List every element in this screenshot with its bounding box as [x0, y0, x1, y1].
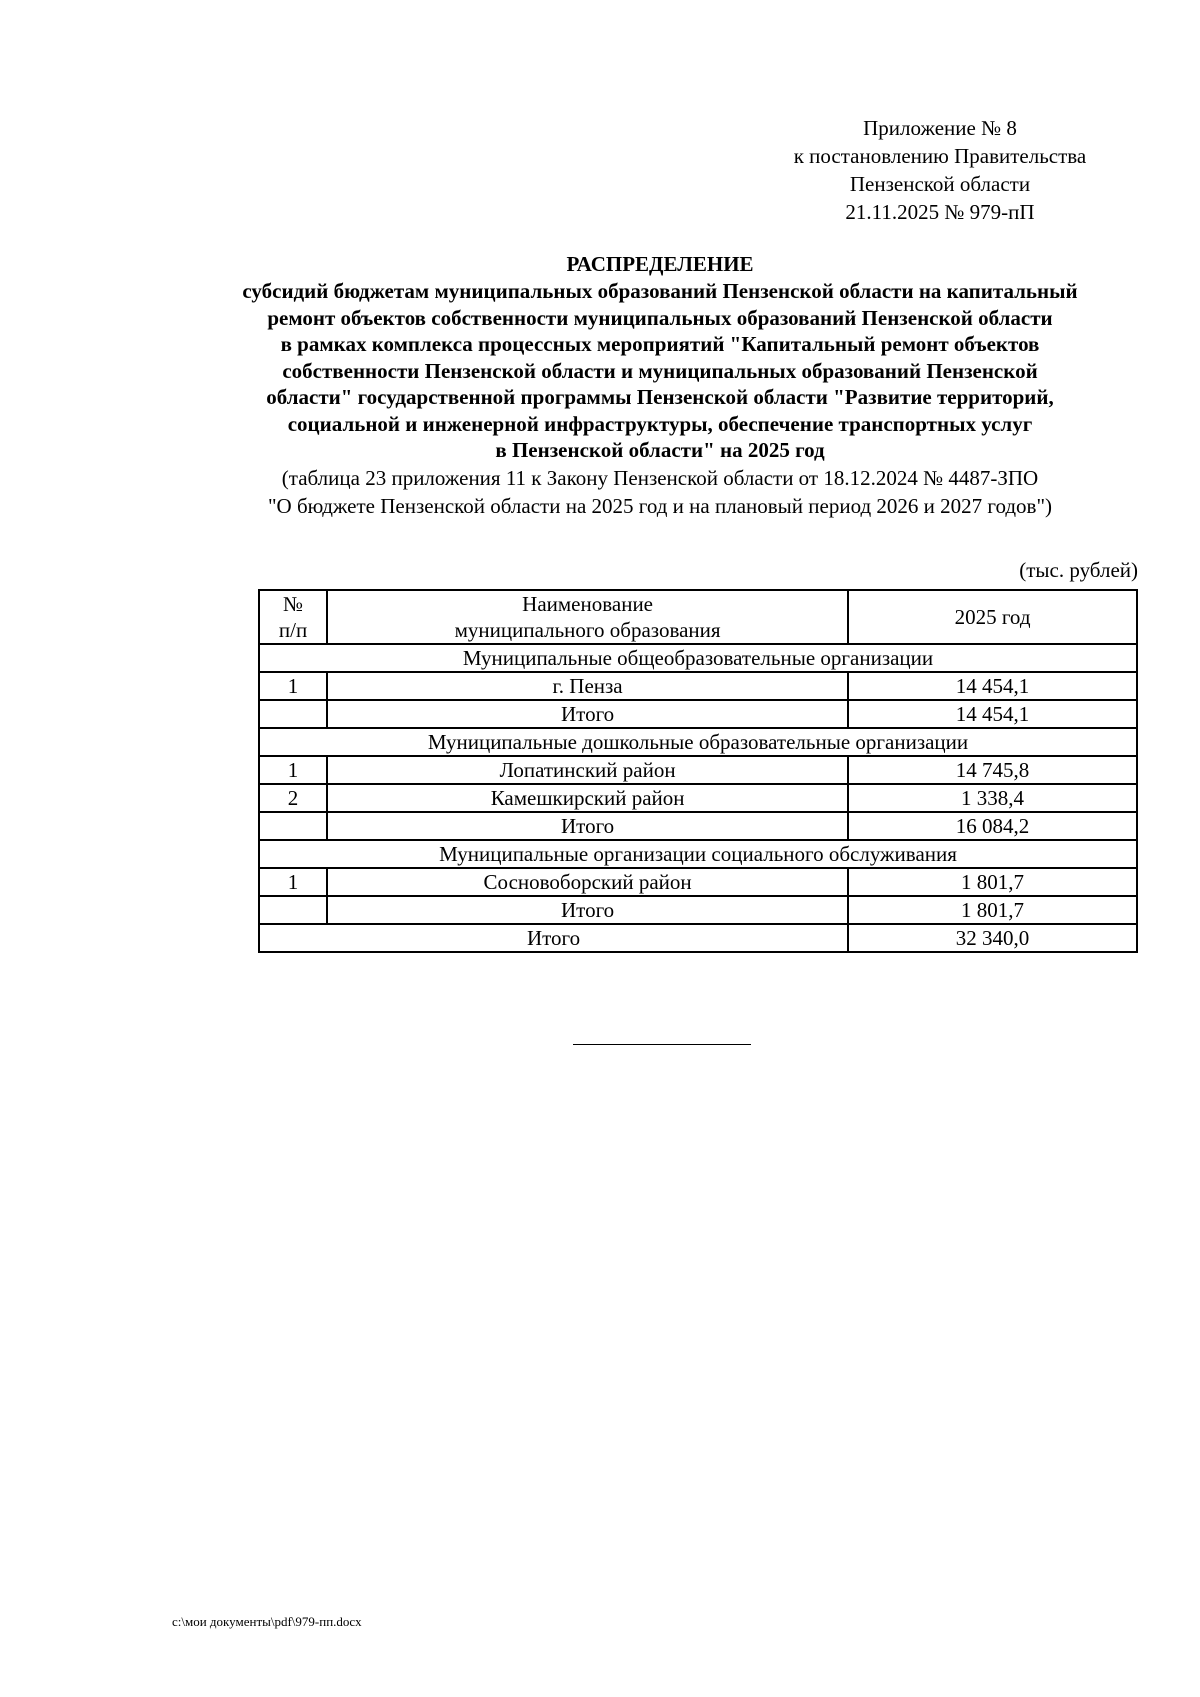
subtitle-line: в рамках комплекса процессных мероприятий "Капитальный ремонт объектов: [280, 332, 1040, 356]
subtotal-row: [259, 896, 1137, 924]
section-row: [259, 840, 1137, 868]
subtotal-value: [848, 896, 1137, 924]
row-number: 2: [259, 784, 327, 812]
appendix-region: Пензенской области: [849, 172, 1031, 196]
appendix-decree-ref: к постановлению Правительства: [793, 144, 1087, 168]
subtotal-value-text: 14 454,1: [955, 702, 1030, 726]
subtotal-row: [259, 700, 1137, 728]
table-header-row: [259, 590, 1137, 644]
header-number-line: №: [283, 592, 304, 616]
appendix-date-number: 21.11.2025 № 979-пП: [845, 200, 1035, 224]
row-value-text: 14 745,8: [955, 758, 1030, 782]
header-number-line: п/п: [278, 618, 308, 642]
row-municipality: Сосновоборский район: [327, 868, 848, 896]
law-reference-line: (таблица 23 приложения 11 к Закону Пензенской области от 18.12.2024 № 4487-ЗПО: [281, 465, 1039, 490]
header-name-line: муниципального образования: [454, 618, 721, 642]
table-row: [259, 784, 1137, 812]
row-number-empty: [259, 896, 327, 924]
subtitle-line: собственности Пензенской области и муниципальных образований Пензенской: [282, 358, 1038, 383]
section-row: [259, 644, 1137, 672]
document-subtitle: [160, 278, 1160, 464]
subtotal-value-text: 1 801,7: [961, 898, 1025, 922]
subtitle-line: в Пензенской области" на 2025 год: [495, 438, 825, 462]
appendix-block: [750, 114, 1130, 226]
row-value-text: 1 338,4: [961, 786, 1025, 810]
footer-file-path: c:\мои документы\pdf\979-пп.docx: [172, 1614, 362, 1629]
grand-total-value: [848, 924, 1137, 952]
header-number: [259, 590, 327, 644]
row-number: 1: [259, 756, 327, 784]
row-municipality: Лопатинский район: [327, 756, 848, 784]
subtitle-line: субсидий бюджетам муниципальных образований Пензенской области на капитальный: [242, 279, 1078, 303]
grand-total-row: [259, 924, 1137, 952]
closing-divider: [573, 1044, 751, 1045]
row-value-text: 1 801,7: [961, 870, 1025, 894]
row-value-text: 14 454,1: [955, 674, 1030, 698]
subtotal-value-text: 16 084,2: [955, 814, 1030, 838]
table-row: [259, 868, 1137, 896]
subtitle-line: области" государственной программы Пензенской области "Развитие территорий,: [266, 385, 1054, 409]
section-title: Муниципальные организации социального обслуживания: [259, 840, 1137, 868]
law-reference: [160, 464, 1160, 520]
subtotal-row: [259, 812, 1137, 840]
heading-block: [160, 250, 1160, 520]
row-value: [848, 784, 1137, 812]
header-year: 2025 год: [848, 590, 1137, 644]
law-reference-line: "О бюджете Пензенской области на 2025 год и на плановый период 2026 и 2027 годов"): [267, 493, 1053, 518]
subtotal-value: [848, 700, 1137, 728]
subtotal-value: [848, 812, 1137, 840]
section-title: Муниципальные дошкольные образовательные организации: [259, 728, 1137, 756]
row-value: [848, 756, 1137, 784]
units-label: (тыс. рублей): [1019, 558, 1138, 582]
row-value: [848, 672, 1137, 700]
distribution-table: [258, 589, 1138, 953]
row-municipality: г. Пенза: [327, 672, 848, 700]
section-row: [259, 728, 1137, 756]
document-title: РАСПРЕДЕЛЕНИЕ: [566, 252, 754, 276]
header-name-line: Наименование: [522, 592, 654, 616]
subtotal-label: Итого: [327, 812, 848, 840]
appendix-number: Приложение № 8: [863, 116, 1017, 140]
table-row: [259, 756, 1137, 784]
subtitle-line: социальной и инженерной инфраструктуры, обеспечение транспортных услуг: [287, 411, 1033, 436]
header-name: [327, 590, 848, 644]
subtotal-label: Итого: [327, 896, 848, 924]
grand-total-value-text: 32 340,0: [955, 926, 1030, 950]
row-number: 1: [259, 672, 327, 700]
grand-total-label: Итого: [259, 924, 848, 952]
subtotal-label: Итого: [327, 700, 848, 728]
section-title: Муниципальные общеобразовательные организации: [259, 644, 1137, 672]
row-number-empty: [259, 812, 327, 840]
row-number-empty: [259, 700, 327, 728]
subtitle-line: ремонт объектов собственности муниципальных образований Пензенской области: [267, 305, 1053, 330]
row-value: [848, 868, 1137, 896]
row-number: 1: [259, 868, 327, 896]
row-municipality: Камешкирский район: [327, 784, 848, 812]
table-row: [259, 672, 1137, 700]
